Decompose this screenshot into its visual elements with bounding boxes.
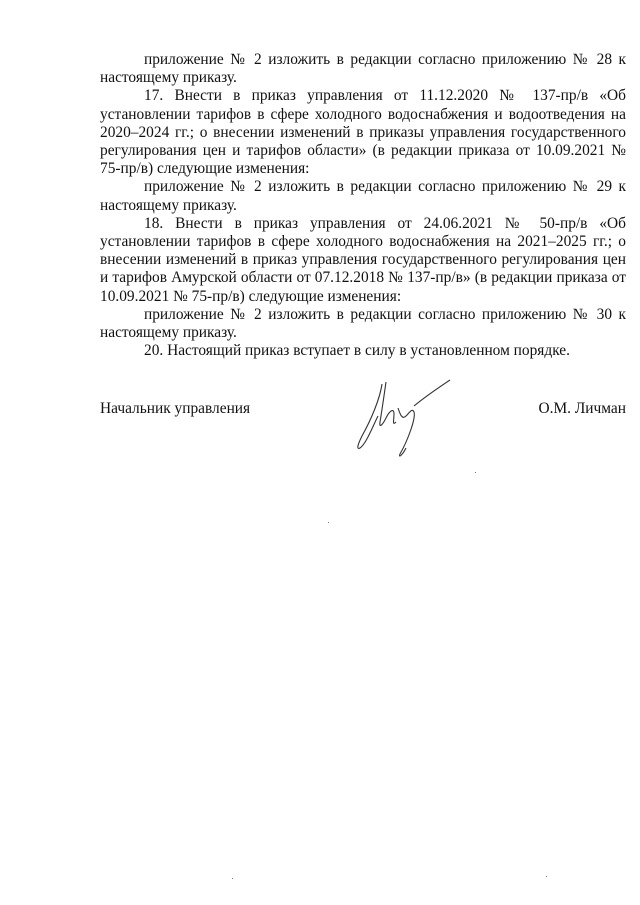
signer-name: О.М. Личман	[538, 400, 626, 417]
scan-speck	[328, 522, 329, 523]
paragraph-appendix-30: приложение № 2 изложить в редакции согласно приложению № 30 к настоящему приказу.	[100, 305, 626, 342]
signature-block	[100, 400, 626, 460]
scan-speck	[475, 472, 476, 473]
paragraph-item-18: 18. Внести в приказ управления от 24.06.2021 № 50-пр/в «Об установлении тарифов в сфере холодного водоснабжения на 2021–2025 гг.; о внесении изменений в приказ управления государственного регулирования цен и тарифов Амурской области от 07.12.2018 № 137-пр/в» (в редакции приказа от 10.09.2021 № 75-пр/в) следующие изменения:	[100, 214, 626, 305]
signer-position: Начальник управления	[100, 400, 251, 417]
scan-speck	[232, 878, 233, 879]
paragraph-item-17: 17. Внести в приказ управления от 11.12.2020 № 137-пр/в «Об установлении тарифов в сфере холодного водоснабжения и водоотведения на 2020–2024 гг.; о внесении изменений в приказы управления государственного регулирования цен и тарифов области» (в редакции приказа от 10.09.2021 № 75-пр/в) следующие изменения:	[100, 87, 626, 178]
document-body	[100, 51, 626, 360]
paragraph-appendix-28: приложение № 2 изложить в редакции согласно приложению № 28 к настоящему приказу.	[100, 51, 626, 87]
paragraph-item-20: 20. Настоящий приказ вступает в силу в установленном порядке.	[144, 342, 570, 360]
scan-speck	[546, 876, 547, 877]
handwritten-signature	[342, 378, 460, 460]
paragraph-appendix-29: приложение № 2 изложить в редакции согласно приложению № 29 к настоящему приказу.	[100, 178, 626, 214]
